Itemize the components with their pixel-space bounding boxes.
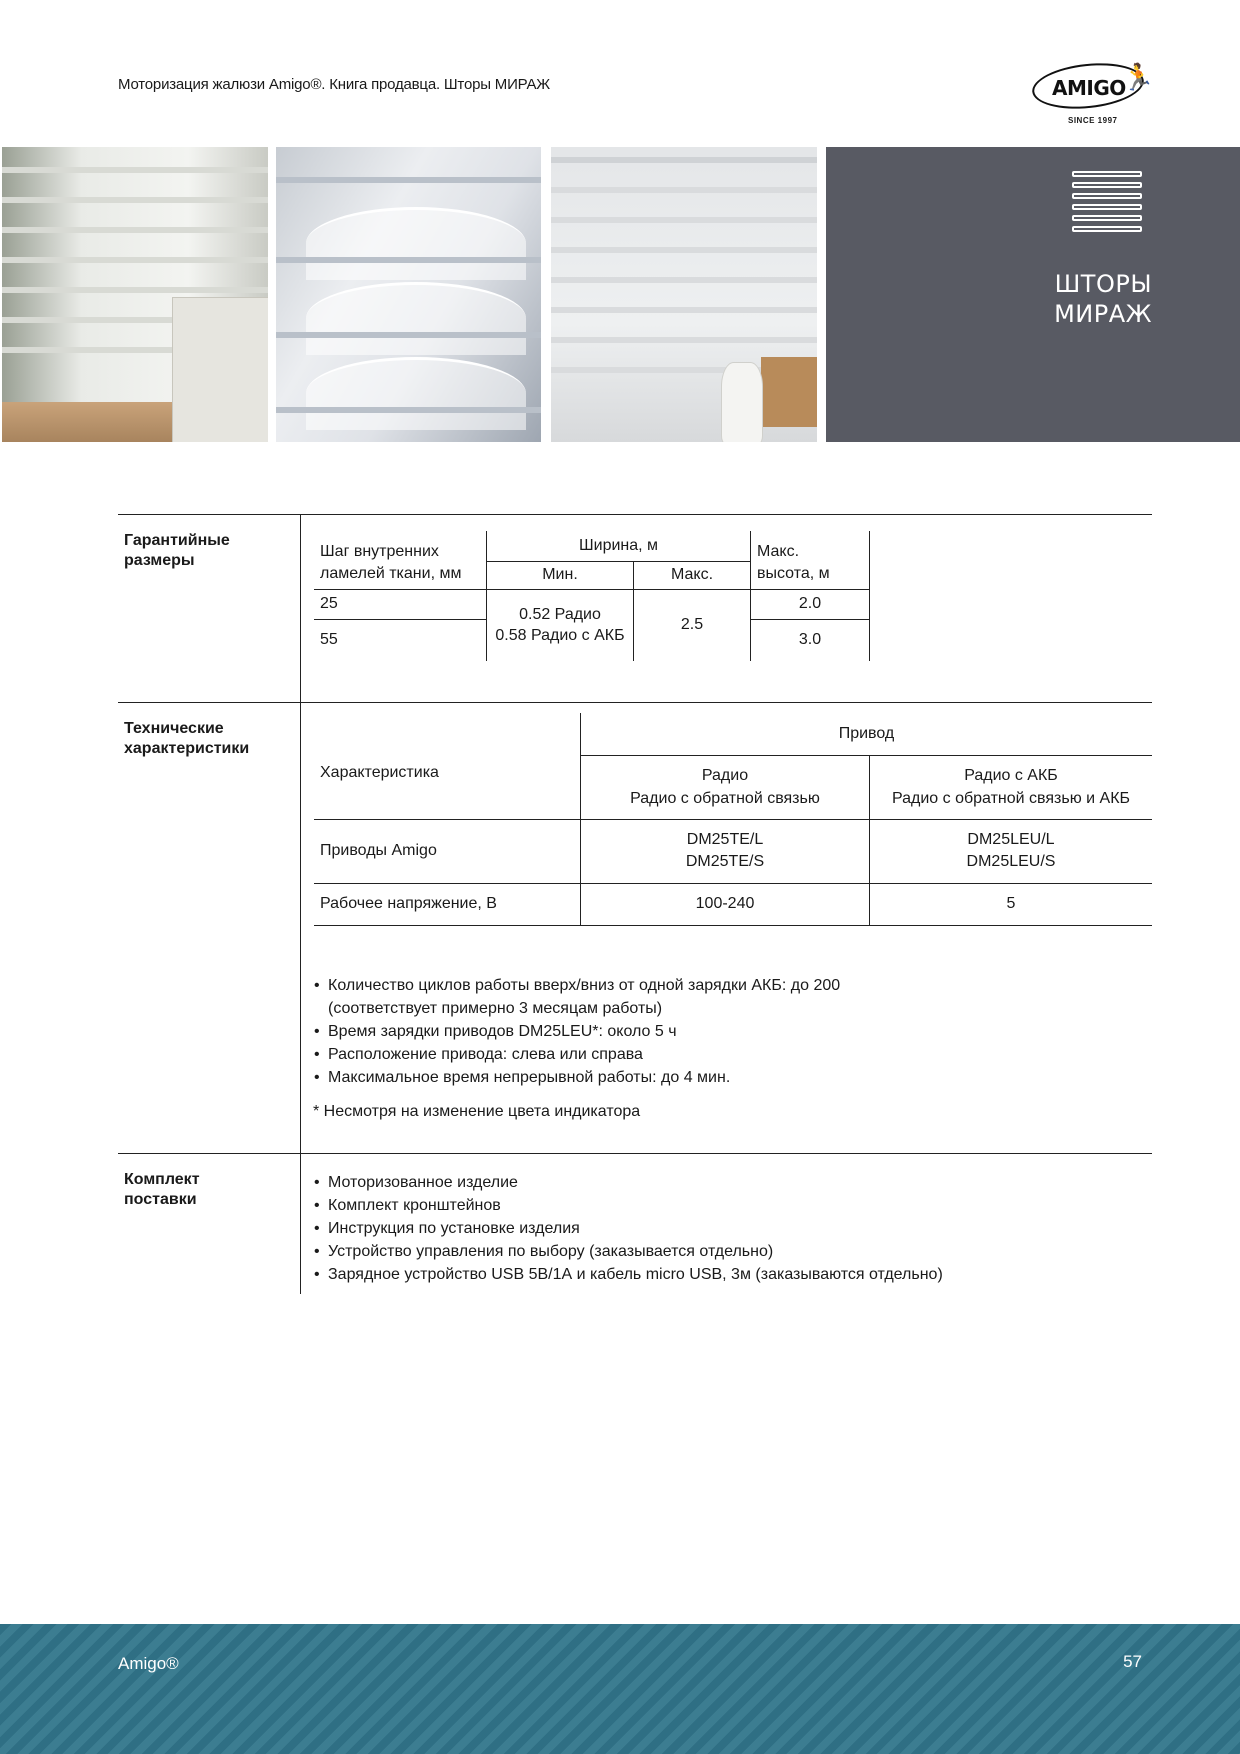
cell-min-width: 0.52 Радио 0.58 Радио с АКБ [487,589,634,661]
photo-blinds-closeup [276,147,541,442]
list-item: • Расположение привода: слева или справа [312,1043,840,1066]
kit-bullets [312,1171,943,1286]
cell-drive-radio: DM25TE/L DM25TE/S [581,819,870,883]
cell-step: 55 [320,631,338,649]
row-label-voltage: Рабочее напряжение, В [314,883,581,925]
column-divider [300,514,301,1294]
list-item: • Инструкция по установке изделия [312,1217,943,1240]
document-title: Моторизация жалюзи Amigo®. Книга продавца. Шторы МИРАЖ [118,76,550,93]
header-step: Шаг внутренних ламелей ткани, мм [314,531,487,589]
tech-table [314,713,1152,926]
row-label-drives: Приводы Amigo [314,819,581,883]
footnote: * Несмотря на изменение цвета индикатора [313,1103,641,1120]
header-drive: Привод [581,713,1153,755]
footer-brand: Amigo® [118,1654,179,1673]
list-item: • Количество циклов работы вверх/вниз от одной зарядки АКБ: до 200 (соответствует примерно 3 месяцам работы) [312,974,840,1020]
list-item: • Комплект кронштейнов [312,1194,943,1217]
photo-blinds-kitchen [2,147,268,442]
tech-bullets [312,974,840,1089]
cell-voltage-battery: 5 [870,883,1153,925]
section-label-kit: Комплект поставки [124,1171,200,1208]
divider [118,702,1152,703]
list-item: • Зарядное устройство USB 5В/1А и кабель micro USB, 3м (заказываются отдельно) [312,1263,943,1286]
list-item: • Время зарядки приводов DM25LEU*: около 5 ч [312,1020,840,1043]
hero-title: ШТОРЫ МИРАЖ [1054,270,1152,328]
divider [118,1153,1152,1154]
amigo-logo [1030,58,1154,128]
hero-panel [826,147,1240,442]
header-height: Макс. высота, м [751,531,870,589]
cell-drive-battery: DM25LEU/L DM25LEU/S [870,819,1153,883]
divider [118,514,1152,515]
cell-height: 2.0 [751,589,870,619]
sizes-table [314,531,870,661]
page-number: 57 [1123,1652,1142,1671]
header-radio: Радио Радио с обратной связью [581,755,870,819]
header-max: Макс. [634,561,751,589]
photo-blinds-dining [551,147,817,442]
cell-max-width: 2.5 [634,589,751,661]
cell-voltage-radio: 100-240 [581,883,870,925]
section-label-sizes: Гарантийные размеры [124,532,230,569]
list-item: • Максимальное время непрерывной работы: до 4 мин. [312,1066,840,1089]
list-item: • Моторизованное изделие [312,1171,943,1194]
logo-since: SINCE 1997 [1068,116,1118,125]
runner-icon: 🏃 [1122,62,1155,92]
blinds-icon [1072,171,1144,239]
header-width: Ширина, м [487,531,751,561]
logo-word: AMIGO [1052,76,1126,100]
cell-height: 3.0 [751,619,870,661]
section-label-tech: Технические характеристики [124,720,250,757]
header-characteristic: Характеристика [314,713,581,819]
header-min: Мин. [487,561,634,589]
page-footer [0,1624,1240,1754]
list-item: • Устройство управления по выбору (заказывается отдельно) [312,1240,943,1263]
cell-step: 25 [314,589,487,619]
header-radio-battery: Радио с АКБ Радио с обратной связью и АКБ [870,755,1153,819]
